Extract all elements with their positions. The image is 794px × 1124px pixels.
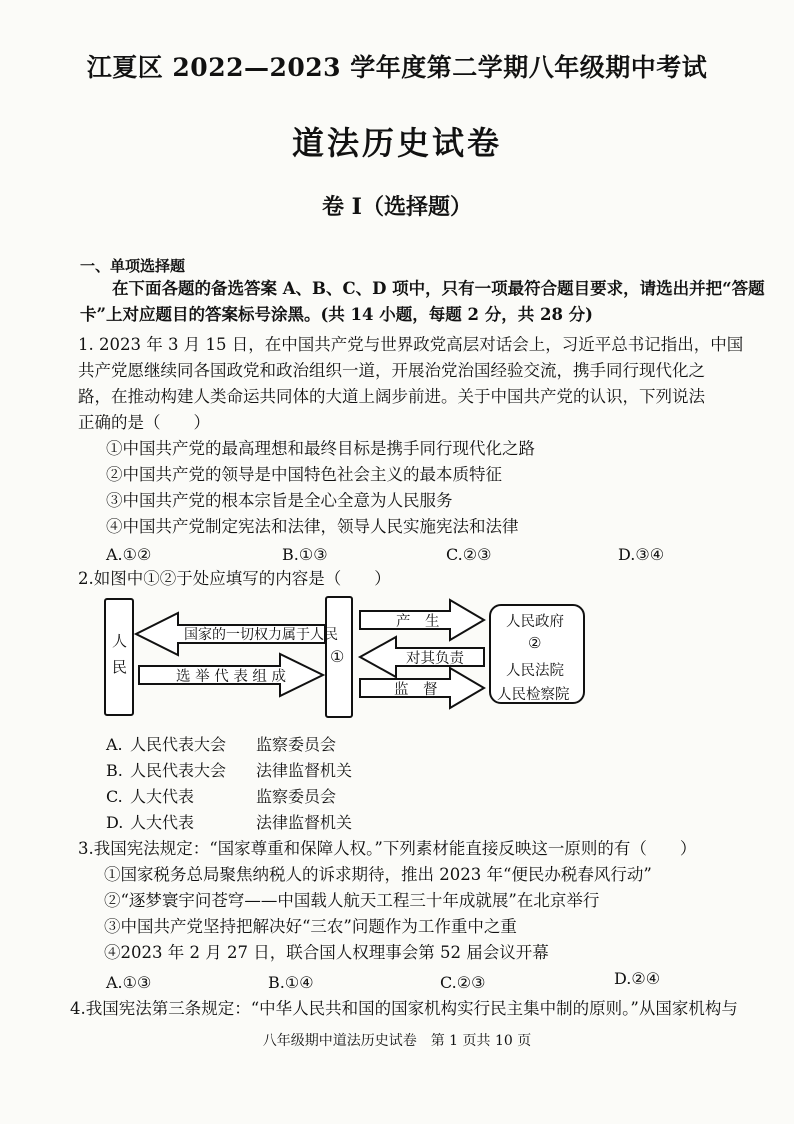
q3-option-b: B.①④ — [268, 973, 314, 992]
arrow-responsible-label: 对其负责 — [406, 651, 464, 667]
paper-title: 道法历史试卷 — [291, 124, 502, 162]
right-line-3: 人民法院 — [506, 663, 564, 679]
q2-option-c1: 人大代表 — [130, 813, 195, 832]
arrow-top-left-label: 国家的一切权力属于人民 — [184, 627, 338, 643]
right-line-4: 人民检察院 — [497, 687, 570, 703]
instructions-line-1: 在下面各题的备选答案 A、B、C、D 项中，只有一项最符合题目要求，请选出并把“答题 — [112, 279, 765, 298]
page-footer: 八年级期中道法历史试卷 第 1 页共 10 页 — [262, 1033, 532, 1049]
q3-item: ②“逐梦寰宇问苍穹——中国载人航天工程三十年成就展”在北京举行 — [104, 891, 600, 910]
q3-item: ①国家税务总局聚焦纳税人的诉求期待，推出 2023 年“便民办税春风行动” — [104, 865, 652, 884]
q2-option-letter: B. — [106, 761, 123, 780]
q1-item: ①中国共产党的最高理想和最终目标是携手同行现代化之路 — [106, 439, 535, 458]
q1-line-3: 路，在推动构建人类命运共同体的大道上阔步前进。关于中国共产党的认识，下列说法 — [78, 387, 705, 406]
q1-option-b: B.①③ — [282, 545, 328, 564]
q2-stem: 2.如图中①②于处应填写的内容是（ ） — [78, 569, 391, 588]
exam-title: 江夏区 2022—2023 学年度第二学期八年级期中考试 — [86, 53, 708, 82]
q1-option-c: C.②③ — [446, 545, 492, 564]
q1-item: ④中国共产党制定宪法和法律，领导人民实施宪法和法律 — [106, 517, 519, 536]
arrow-produce-label: 产 生 — [396, 614, 440, 630]
right-line-1: 人民政府 — [506, 614, 564, 630]
q1-line-2: 共产党愿继续同各国政党和政治组织一道，开展治党治国经验交流，携手同行现代化之 — [78, 361, 705, 380]
people-label: 人民 — [112, 632, 128, 676]
q1-option-d: D.③④ — [618, 545, 665, 564]
q2-option-c1: 人大代表 — [130, 787, 195, 806]
q2-option-c2: 法律监督机关 — [256, 813, 353, 832]
q1-line-1: 1. 2023 年 3 月 15 日，在中国共产党与世界政党高层对话会上，习近平总书记指出，中国 — [78, 335, 744, 354]
q2-option-letter: A. — [106, 735, 123, 754]
instructions-line-2: 卡”上对应题目的答案标号涂黑。(共 14 小题，每题 2 分，共 28 分) — [80, 305, 593, 324]
volume-title: 卷 I（选择题） — [322, 194, 472, 220]
q2-option-letter: C. — [106, 787, 123, 806]
q3-option-a: A.①③ — [106, 973, 152, 992]
q1-item: ③中国共产党的根本宗旨是全心全意为人民服务 — [106, 491, 453, 510]
center-label: ① — [330, 647, 345, 666]
q3-item: ④2023 年 2 月 27 日，联合国人权理事会第 52 届会议开幕 — [104, 943, 549, 962]
q2-option-c2: 监察委员会 — [256, 787, 337, 806]
q2-option-c2: 法律监督机关 — [256, 761, 353, 780]
q1-item: ②中国共产党的领导是中国特色社会主义的最本质特征 — [106, 465, 502, 484]
q1-line-4: 正确的是（ ） — [78, 413, 210, 432]
q4-stem: 4.我国宪法第三条规定：“中华人民共和国的国家机构实行民主集中制的原则。”从国家机构与 — [70, 999, 738, 1018]
right-line-2: ② — [528, 634, 542, 652]
arrow-bottom-left-label: 选 举 代 表 组 成 — [176, 669, 287, 685]
q2-option-letter: D. — [106, 813, 124, 832]
q2-option-c2: 监察委员会 — [256, 735, 337, 754]
arrow-supervise-label: 监 督 — [394, 682, 438, 698]
q3-option-d: D.②④ — [614, 969, 661, 988]
q2-option-c1: 人民代表大会 — [130, 735, 227, 754]
q2-option-c1: 人民代表大会 — [130, 761, 227, 780]
q1-option-a: A.①② — [106, 545, 152, 564]
q3-item: ③中国共产党坚持把解决好“三农”问题作为工作重中之重 — [104, 917, 517, 936]
section-heading: 一、单项选择题 — [80, 257, 186, 275]
q3-stem: 3.我国宪法规定：“国家尊重和保障人权。”下列素材能直接反映这一原则的有（ ） — [78, 839, 697, 858]
q3-option-c: C.②③ — [440, 973, 486, 992]
